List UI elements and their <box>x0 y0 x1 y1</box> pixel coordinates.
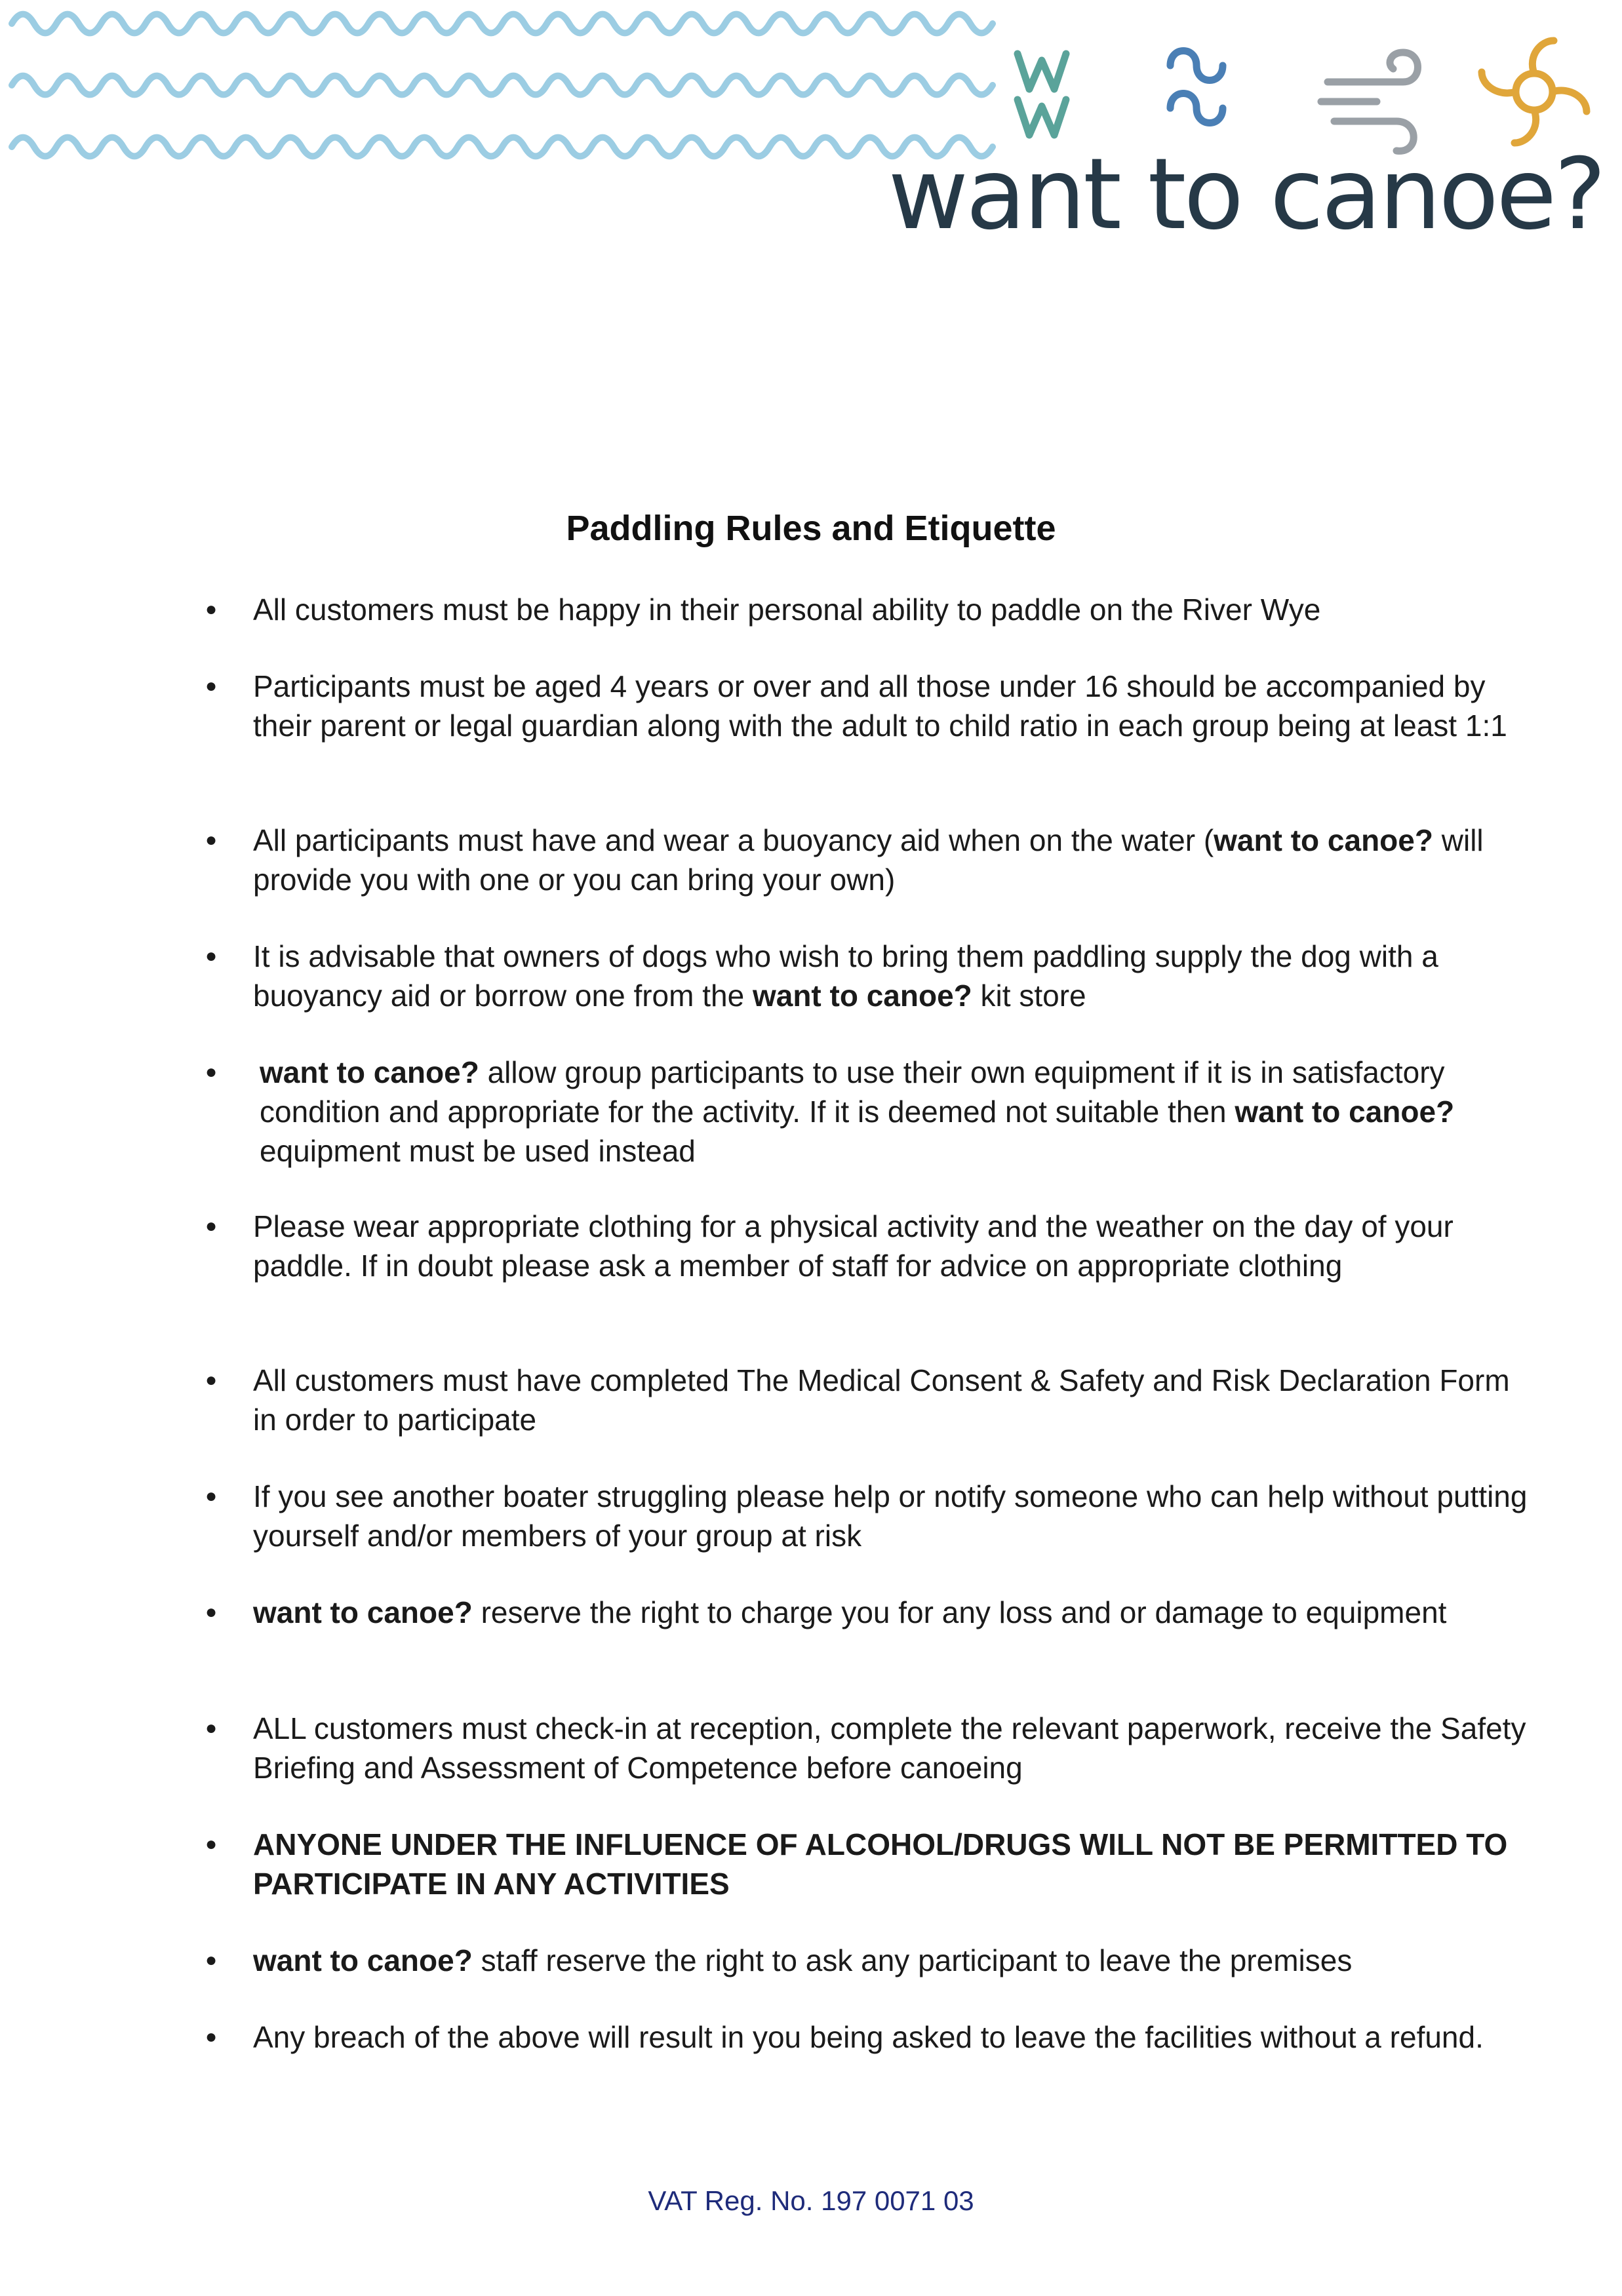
rule-emphasis: want to canoe? <box>1235 1095 1455 1129</box>
rule-emphasis: want to canoe? <box>752 979 972 1013</box>
water-wave-icon <box>1170 51 1223 123</box>
wave-row-3 <box>12 138 993 157</box>
bullet-icon: ● <box>205 945 218 967</box>
rule-emphasis: want to canoe? <box>260 1055 479 1089</box>
rule-text: kit store <box>972 979 1086 1013</box>
rule-emphasis: ANYONE UNDER THE INFLUENCE OF ALCOHOL/DRUGS WILL NOT BE PERMITTED TO PARTICIPATE IN ANY ACTIVITIES <box>253 1827 1508 1901</box>
bullet-icon: ● <box>205 1949 218 1971</box>
bullet-icon: ● <box>205 1717 218 1739</box>
rule-text: staff reserve the right to ask any participant to leave the premises <box>472 1943 1353 1977</box>
bullet-icon: ● <box>205 2026 218 2048</box>
rule-text: reserve the right to charge you for any loss and or damage to equipment <box>472 1595 1447 1629</box>
rule-item <box>253 2017 1532 2057</box>
bullet-icon: ● <box>205 1485 218 1507</box>
rule-item <box>253 590 1532 629</box>
bullet-icon: ● <box>205 1215 218 1237</box>
rule-item <box>253 1477 1532 1555</box>
rule-text: Participants must be aged 4 years or over and all those under 16 should be accompanied by their parent or legal guardian along with the adult to child ratio in each group being at least 1:1 <box>253 669 1507 743</box>
bullet-icon: ● <box>205 598 218 620</box>
bullet-icon: ● <box>205 675 218 697</box>
w-mark-icon <box>1018 54 1066 135</box>
rule-text: It is advisable that owners of dogs who wish to bring them paddling supply the dog with a buoyancy aid or borrow one from the <box>253 939 1438 1013</box>
rule-emphasis: want to canoe? <box>253 1595 473 1629</box>
rule-item <box>253 1361 1532 1439</box>
rule-text: All participants must have and wear a buoyancy aid when on the water ( <box>253 823 1214 857</box>
rule-item <box>253 1941 1532 1980</box>
wave-row-2 <box>12 76 993 95</box>
bullet-icon: ● <box>205 1369 218 1391</box>
rule-text: ALL customers must check-in at reception, complete the relevant paperwork, receive the Safety Briefing and Assessment of Competence before canoeing <box>253 1711 1526 1785</box>
rule-item <box>253 1593 1532 1632</box>
rule-text: All customers must be happy in their personal ability to paddle on the River Wye <box>253 593 1321 627</box>
bullet-icon: ● <box>205 1601 218 1623</box>
rule-text: Please wear appropriate clothing for a physical activity and the weather on the day of your paddle. If in doubt please ask a member of staff for advice on appropriate clothing <box>253 1209 1454 1283</box>
wave-pattern <box>0 0 1023 190</box>
bullet-icon: ● <box>205 1833 218 1855</box>
brand-logo-text: want to canoe? <box>888 138 1604 252</box>
rule-text: All customers must have completed The Medical Consent & Safety and Risk Declaration Form in order to participate <box>253 1363 1510 1437</box>
rule-item <box>253 1825 1532 1903</box>
rule-item <box>253 667 1532 745</box>
rule-item <box>253 937 1532 1015</box>
rule-item <box>253 1207 1532 1285</box>
wave-row-1 <box>12 14 993 33</box>
sun-icon <box>1482 41 1587 143</box>
page-title: Paddling Rules and Etiquette <box>566 509 1056 548</box>
rule-text: Any breach of the above will result in you being asked to leave the facilities without a refund. <box>253 2020 1484 2054</box>
vat-number: VAT Reg. No. 197 0071 03 <box>648 2185 974 2216</box>
bullet-icon: ● <box>205 829 218 851</box>
rule-item <box>253 821 1532 899</box>
bullet-icon: ● <box>205 1061 218 1083</box>
rule-item <box>253 1709 1532 1787</box>
wind-icon <box>1321 52 1418 151</box>
rule-emphasis: want to canoe? <box>1214 823 1433 857</box>
rule-emphasis: want to canoe? <box>253 1943 473 1977</box>
rule-item <box>260 1053 1538 1171</box>
page-header <box>0 0 1622 275</box>
rule-text: equipment must be used instead <box>260 1134 696 1168</box>
rule-text: allow group participants to use their own equipment if it is in satisfactory condition and appropriate for the activity. If it is deemed not suitable then <box>260 1055 1445 1129</box>
rule-text: If you see another boater struggling please help or notify someone who can help without putting yourself and/or members of your group at risk <box>253 1479 1528 1553</box>
rule-text: will provide you with one or you can bring your own) <box>253 823 1484 897</box>
